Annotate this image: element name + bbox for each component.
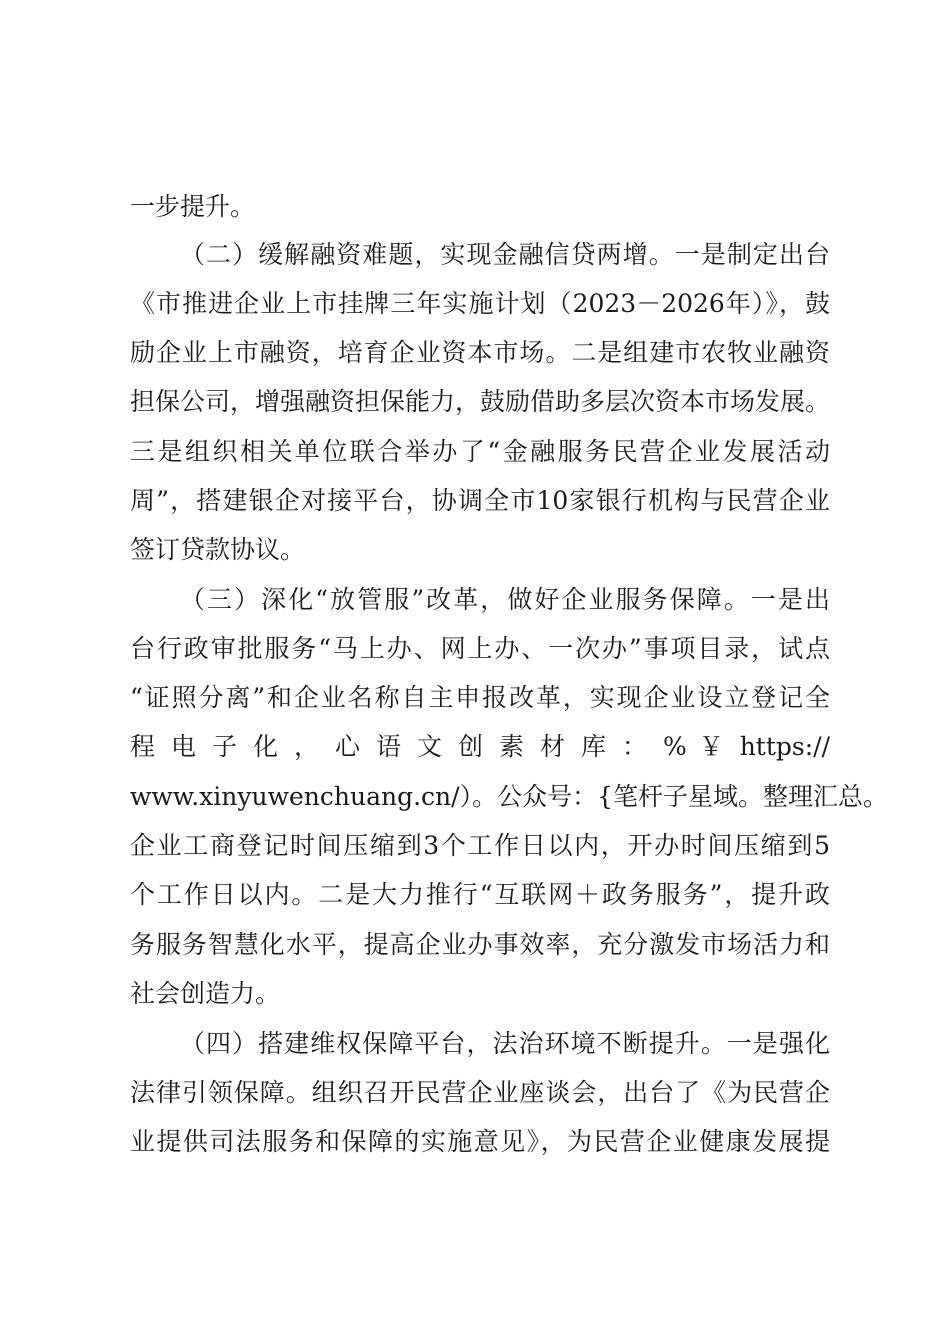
text-line: 务服务智慧化水平，提高企业办事效率，充分激发市场活力和: [130, 930, 830, 959]
text-line: 一步提升。: [130, 192, 256, 221]
text-line: 签订贷款协议。: [130, 535, 306, 564]
text-line: 业提供司法服务和保障的实施意见》，为民营企业健康发展提: [130, 1127, 830, 1156]
section-heading-3: （三）深化“放管服”改革，做好企业服务保障。一是出: [180, 585, 830, 614]
text-line: 周”，搭建银企对接平台，协调全市10家银行机构与民营企业: [130, 486, 830, 515]
text-line: 台行政审批服务“马上办、网上办、一次办”事项目录，试点: [130, 634, 830, 663]
text-line: 法律引领保障。组织召开民营企业座谈会，出台了《为民营企: [130, 1078, 830, 1107]
section-heading-4: （四）搭建维权保障平台，法治环境不断提升。一是强化: [180, 1029, 830, 1058]
text-line: 三是组织相关单位联合举办了“金融服务民营企业发展活动: [130, 437, 830, 466]
text-line: 社会创造力。: [130, 979, 281, 1008]
text-line: 《市推进企业上市挂牌三年实施计划（2023－2026年）》，鼓: [130, 289, 830, 318]
text-line: 程 电 子 化 ， 心 语 文 创 素 材 库 ： % ￥ https://: [130, 732, 830, 761]
text-line: 担保公司，增强融资担保能力，鼓励借助多层次资本市场发展。: [130, 387, 831, 416]
section-heading-2: （二）缓解融资难题，实现金融信贷两增。一是制定出台: [180, 240, 830, 269]
text-line: 励企业上市融资，培育企业资本市场。二是组建市农牧业融资: [130, 338, 830, 367]
text-line: www.xinyuwenchuang.cn/）。公众号：{笔杆子星域。整理汇总。: [130, 782, 888, 811]
text-line: 个工作日以内。二是大力推行“互联网＋政务服务”，提升政: [130, 880, 830, 909]
text-line: 企业工商登记时间压缩到3个工作日以内，开办时间压缩到5: [130, 831, 830, 860]
text-line: “证照分离”和企业名称自主申报改革，实现企业设立登记全: [130, 683, 830, 712]
